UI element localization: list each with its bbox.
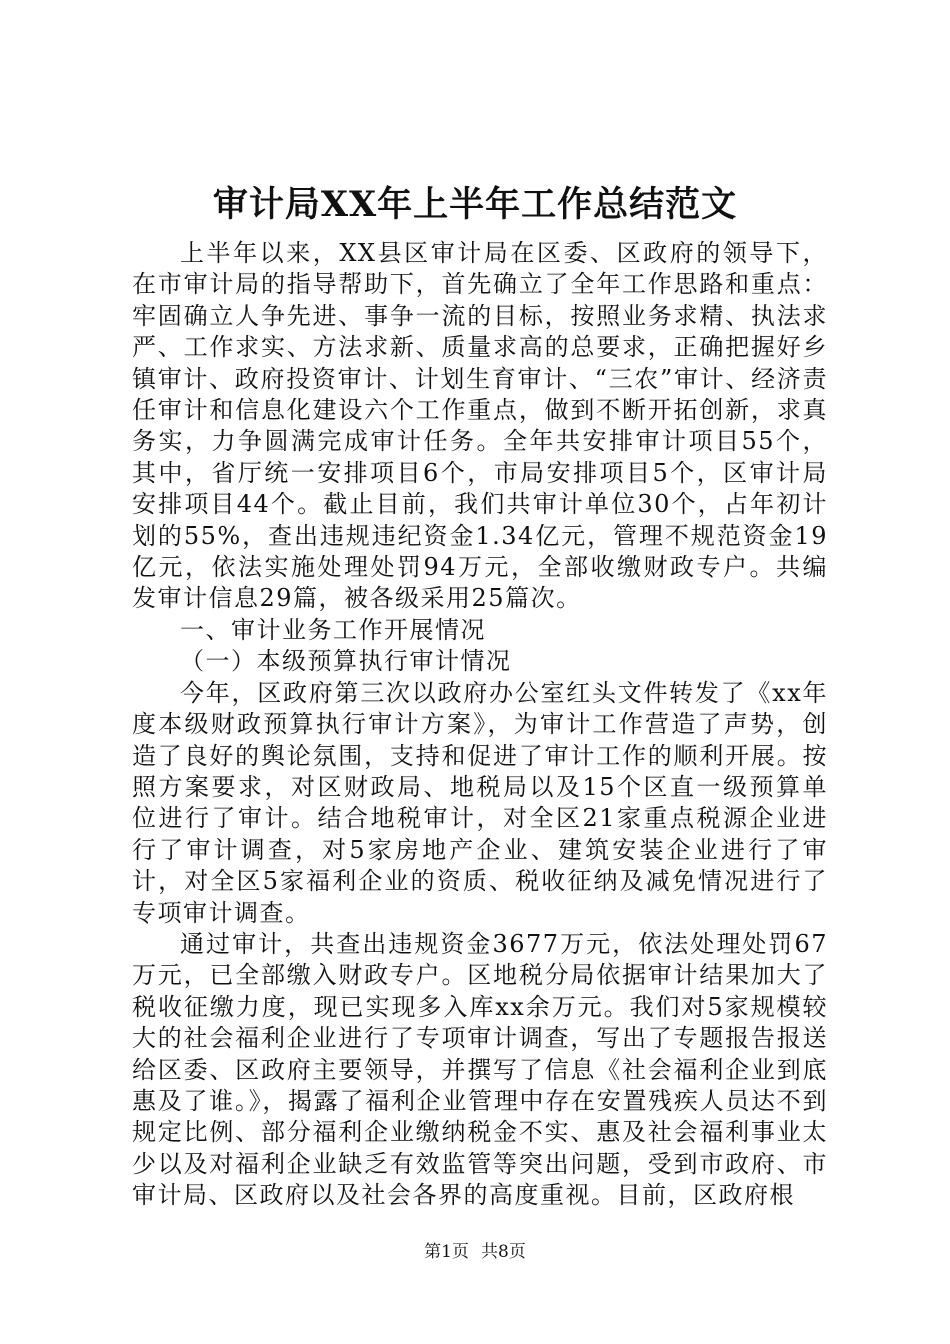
page-number: 第1页 (424, 1242, 469, 1262)
document-body (132, 238, 828, 1212)
page-total: 共8页 (481, 1242, 526, 1262)
subsection-heading: （一）本级预算执行审计情况 (180, 647, 512, 676)
section-heading: 一、审计业务工作开展情况 (180, 615, 486, 644)
document-title: 审计局XX年上半年工作总结范文 (212, 184, 738, 225)
intro-paragraph: 上半年以来，XX县区审计局在区委、区政府的领导下，在市审计局的指导帮助下，首先确立了全年工作思路和重点：牢固确立人争先进、事争一流的目标，按照业务求精、执法求严、工作求实、方法求新、质量求高的总要求，正确把握好乡镇审计、政府投资审计、计划生育审计、“三农”审计、经济责任审计和信息化建设六个工作重点，做到不断开拓创新，求真务实，力争圆满完成审计任务。全年共安排审计项目55个，其中，省厅统一安排项目6个，市局安排项目5个，区审计局安排项目44个。截止目前，我们共审计单位30个，占年初计划的55%，查出违规违纪资金1.34亿元，管理不规范资金19亿元，依法实施处理处罚94万元，全部收缴财政专户。共编发审计信息29篇，被各级采用25篇次。 (132, 239, 828, 613)
page-footer (0, 1240, 950, 1264)
budget-audit-paragraph: 今年，区政府第三次以政府办公室红头文件转发了《xx年度本级财政预算执行审计方案》，为审计工作营造了声势，创造了良好的舆论氛围，支持和促进了审计工作的顺利开展。按照方案要求，对区财政局、地税局以及15个区直一级预算单位进行了审计。结合地税审计，对全区21家重点税源企业进行了审计调查，对5家房地产企业、建筑安装企业进行了审计，对全区5家福利企业的资质、税收征纳及减免情况进行了专项审计调查。 (132, 678, 828, 927)
audit-results-paragraph: 通过审计，共查出违规资金3677万元，依法处理处罚67万元，已全部缴入财政专户。区地税分局依据审计结果加大了税收征缴力度，现已实现多入库xx余万元。我们对5家规模较大的社会福利企业进行了专项审计调查，写出了专题报告报送给区委、区政府主要领导，并撰写了信息《社会福利企业到底惠及了谁。》，揭露了福利企业管理中存在安置残疾人员达不到规定比例、部分福利企业缴纳税金不实、惠及社会福利事业太少以及对福利企业缺乏有效监管等突出问题，受到市政府、市审计局、区政府以及社会各界的高度重视。目前，区政府根 (132, 929, 828, 1210)
